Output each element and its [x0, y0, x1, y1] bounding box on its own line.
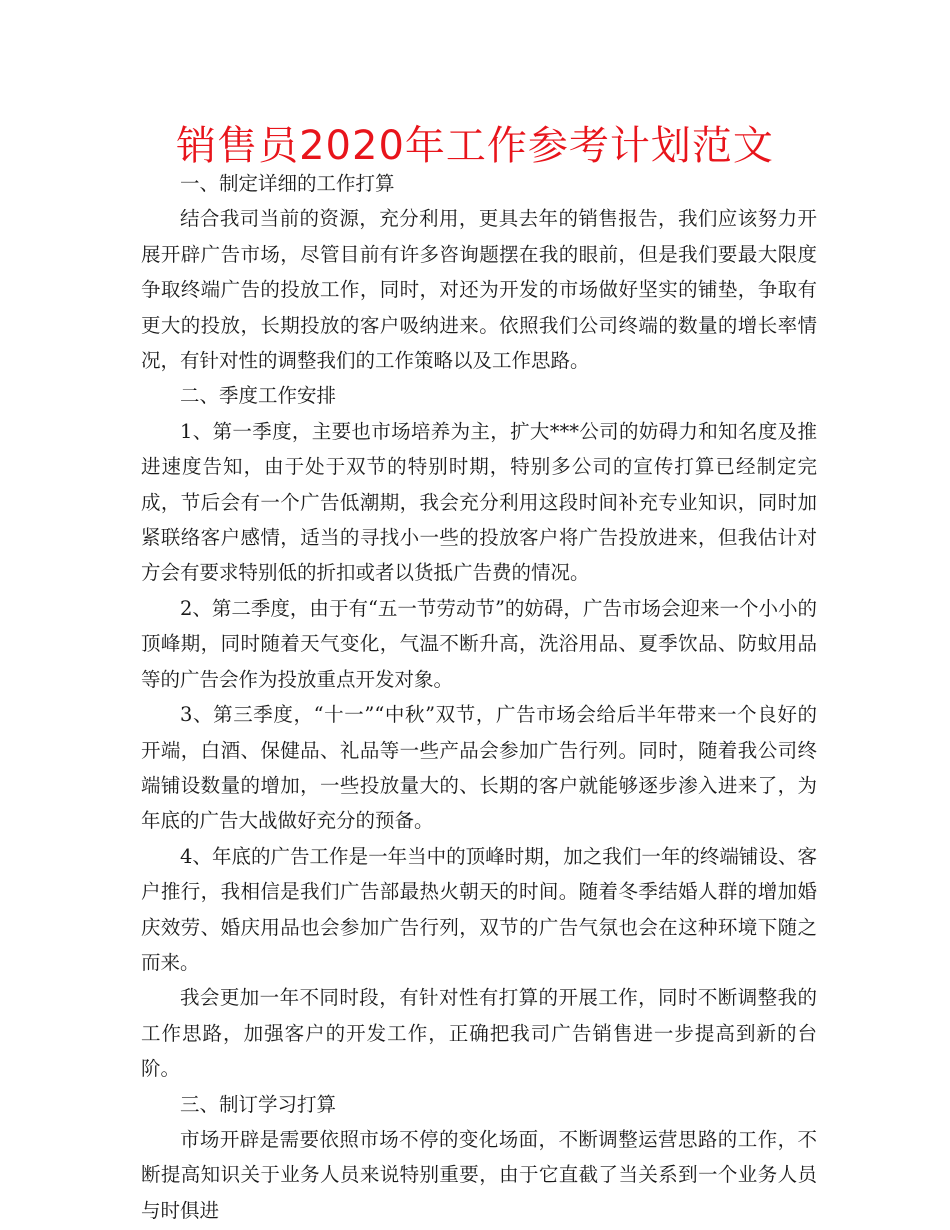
paragraph-summary: 我会更加一年不同时段，有针对性有打算的开展工作，同时不断调整我的工作思路，加强客户的开发工作，正确把我司广告销售进一步提高到新的台阶。: [141, 986, 817, 1081]
section-heading-quarterly: 二、季度工作安排: [180, 384, 337, 408]
section-heading-study: 三、制订学习打算: [180, 1092, 337, 1116]
paragraph-q1: 1、第一季度，主要也市场培养为主，扩大***公司的妨碍力和知名度及推进速度告知，由于处于双节的特别时期，特别多公司的宣传打算已经制定完成，节后会有一个广告低潮期，我会充分利用这段时间补充专业知识，同时加紧联络客户感情，适当的寻找小一些的投放客户将广告投放进来，但我估计对方会有要求特别低的折扣或者以货抵广告费的情况。: [141, 419, 817, 585]
document-title: 销售员2020年工作参考计划范文: [176, 123, 774, 169]
paragraph-study: 市场开辟是需要依照市场不停的变化场面，不断调整运营思路的工作，不断提高知识关于业务人员来说特别重要，由于它直截了当关系到一个业务人员与时俱进: [141, 1127, 817, 1222]
document-body: [141, 166, 817, 1228]
section-heading-plan: 一、制定详细的工作打算: [180, 172, 395, 195]
paragraph-q4: 4、年底的广告工作是一年当中的顶峰时期，加之我们一年的终端铺设、客户推行，我相信是我们广告部最热火朝天的时间。随着冬季结婚人群的增加婚庆效劳、婚庆用品也会参加广告行列，双节的广告气氛也会在这种环境下随之而来。: [141, 844, 817, 974]
paragraph-plan: 结合我司当前的资源，充分利用，更具去年的销售报告，我们应该努力开展开辟广告市场，尽管目前有许多咨询题摆在我的眼前，但是我们要最大限度争取终端广告的投放工作，同时，对还为开发的市场做好坚实的铺垫，争取有更大的投放，长期投放的客户吸纳进来。依照我们公司终端的数量的增长率情况，有针对性的调整我们的工作策略以及工作思路。: [141, 207, 817, 373]
paragraph-q3: 3、第三季度，“十一”“中秋”双节，广告市场会给后半年带来一个良好的开端，白酒、保健品、礼品等一些产品会参加广告行列。同时，随着我公司终端铺设数量的增加，一些投放量大的、长期的客户就能够逐步渗入进来了，为年底的广告大战做好充分的预备。: [141, 703, 817, 833]
paragraph-q2: 2、第二季度，由于有“五一节劳动节”的妨碍，广告市场会迎来一个小小的顶峰期，同时随着天气变化，气温不断升高，洗浴用品、夏季饮品、防蚊用品等的广告会作为投放重点开发对象。: [141, 596, 817, 691]
